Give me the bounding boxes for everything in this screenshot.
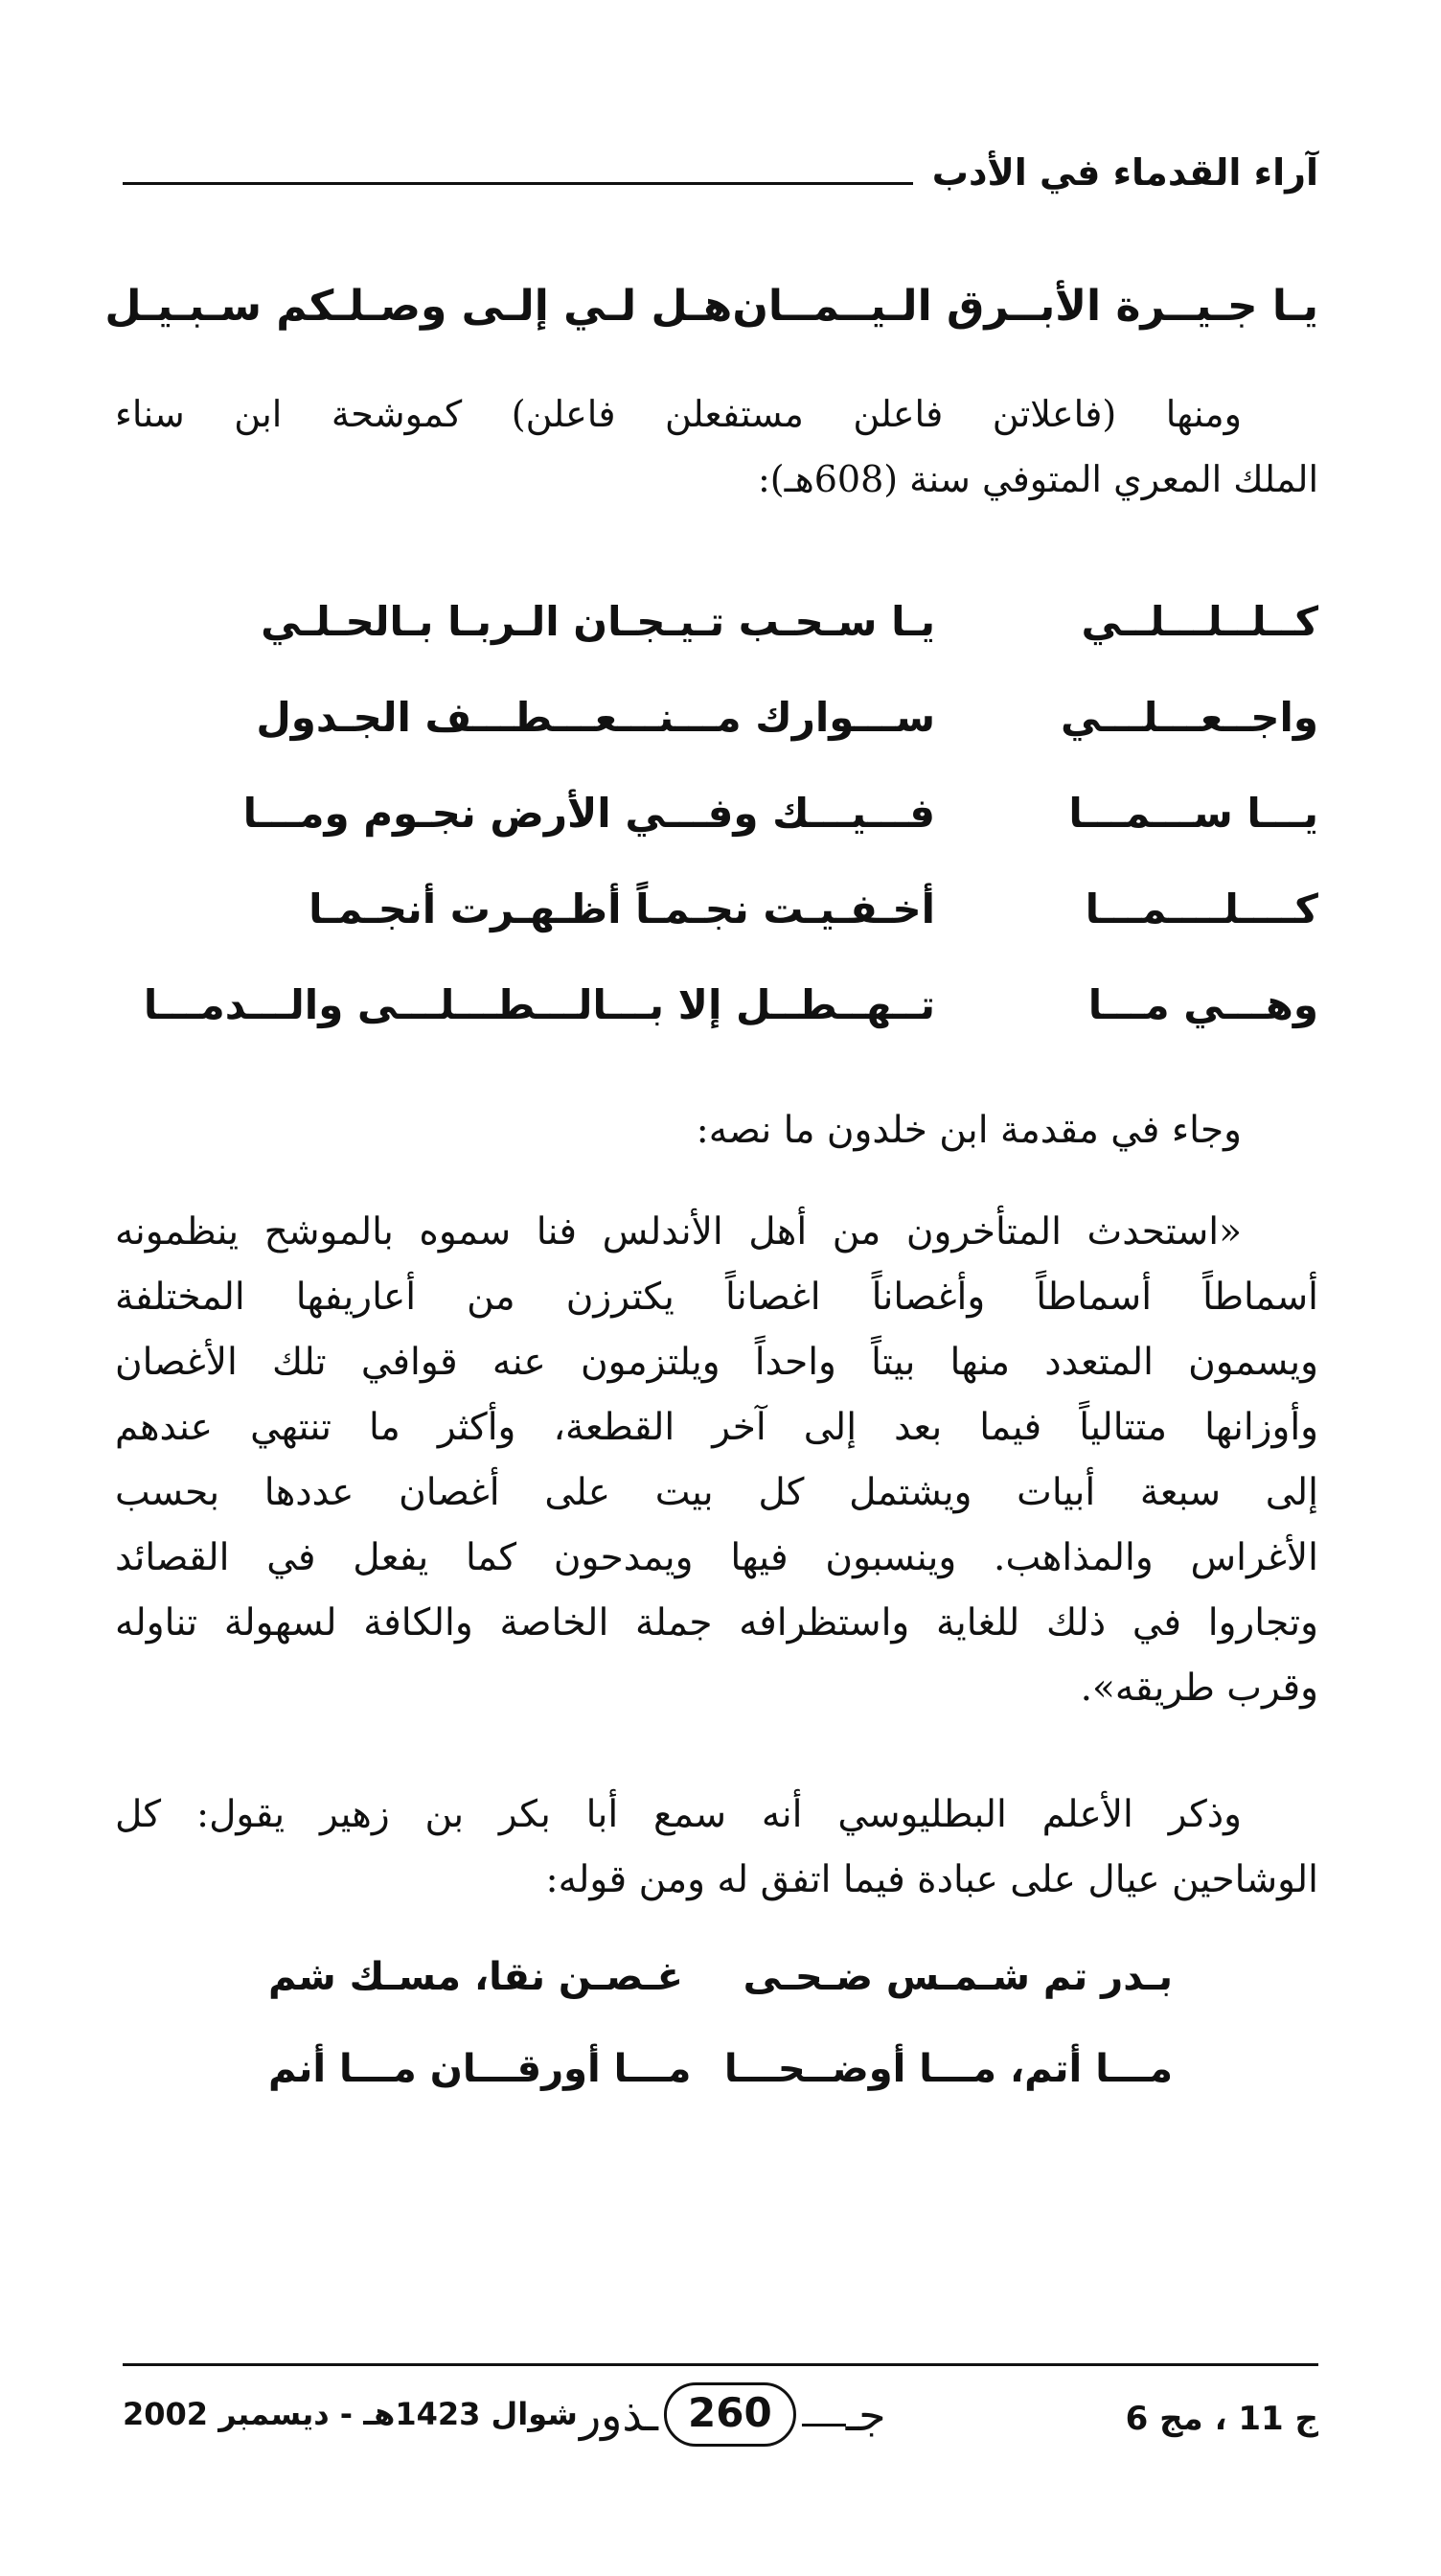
header-rule xyxy=(123,182,913,185)
footer-rule xyxy=(123,2363,1318,2366)
closing-verse-line xyxy=(268,2047,1173,2091)
text-line: الأغراس والمذاهب. وينسبون فيها ويمدحون كما يفعل في القصائد xyxy=(115,1536,1318,1579)
verse-right-hemistich: بـدر تم شـمـس ضـحـى xyxy=(743,1955,1173,1999)
text-line: الوشاحين عيال على عبادة فيما اتفق له ومن قوله: xyxy=(545,1858,1318,1901)
muwashshah-short-part: واجــعـــلـــي xyxy=(1061,693,1318,741)
muwashshah-long-part: يـا سـحـب تـيـجـان الـربـا بـالحـلـي xyxy=(261,597,935,645)
muwashshah-short-part: كــلــلـــلــي xyxy=(1081,597,1318,645)
verse-left-hemistich: غـصـن نقا، مسـك شم xyxy=(268,1955,683,1999)
journal-name-suffix: ـذور xyxy=(579,2388,659,2441)
text-line: وذكر الأعلم البطليوسي أنه سمع أبا بكر بن زهير يقول: كل xyxy=(115,1793,1242,1836)
muwashshah-short-part: وهـــي مـــا xyxy=(1087,980,1318,1028)
text-line: وأوزانها متتالياً فيما بعد إلى آخر القطعة، وأكثر ما تنتهي عندهم xyxy=(115,1406,1318,1449)
journal-page-mark xyxy=(580,2382,886,2447)
text-line: وتجاروا في ذلك للغاية واستظرافه جملة الخاصة والكافة لسهولة تناوله xyxy=(115,1601,1318,1644)
closing-verse-line xyxy=(268,1955,1173,1999)
muwashshah-long-part: تــهــطــل إلا بـــالـــطـــلـــى والـــدمـــا xyxy=(143,980,935,1028)
muwashshah-long-part: ســـوارك مـــنـــعـــطـــف الجـدول xyxy=(256,693,935,741)
muwashshah-row xyxy=(123,669,1318,765)
muwashshah-row xyxy=(123,573,1318,669)
text-line: ومنها (فاعلاتن فاعلن مستفعلن فاعلن) كموشحة ابن سناء xyxy=(115,393,1242,435)
block-quote xyxy=(115,1200,1318,1721)
journal-connector xyxy=(802,2424,846,2426)
page-footer xyxy=(123,2382,1318,2469)
running-title: آراء القدماء في الأدب xyxy=(931,151,1318,194)
verse-right-hemistich: يـا جـيــرة الأبــرق الـيــمــان xyxy=(732,282,1318,331)
text-line: أسماطاً أسماطاً وأغصاناً اغصاناً يكترزن من أعاريفها المختلفة xyxy=(115,1276,1318,1319)
muwashshah-row xyxy=(123,956,1318,1052)
issue-volume: ج 11 ، مج 6 xyxy=(1125,2400,1318,2438)
muwashshah-short-part: يـــا ســـمـــا xyxy=(1068,789,1318,837)
muwashshah-long-part: فـــيـــك وفـــي الأرض نجـوم ومـــا xyxy=(242,789,935,837)
page-number: 260 xyxy=(664,2382,796,2447)
journal-name-prefix: جـ xyxy=(845,2388,886,2441)
muwashshah-block xyxy=(123,573,1318,1052)
text-line: وجاء في مقدمة ابن خلدون ما نصه: xyxy=(696,1109,1242,1152)
text-line: إلى سبعة أبيات ويشتمل كل بيت على أغصان عددها بحسب xyxy=(115,1471,1318,1514)
paragraph-batalyawsi xyxy=(115,1782,1318,1913)
verse-right-hemistich: مـــا أتم، مـــا أوضــحـــا xyxy=(723,2047,1173,2091)
text-line: وقرب طريقه». xyxy=(1080,1667,1318,1710)
text-line: «استحدث المتأخرون من أهل الأندلس فنا سموه بالموشح ينظمونه xyxy=(115,1210,1242,1254)
paragraph-meter xyxy=(115,381,1318,512)
running-header xyxy=(123,144,1318,201)
paragraph-intro-quote xyxy=(115,1098,1318,1163)
muwashshah-row xyxy=(123,861,1318,956)
muwashshah-row xyxy=(123,765,1318,861)
muwashshah-long-part: أخـفـيـت نجـمـاً أظـهـرت أنجـمـا xyxy=(309,885,935,932)
verse-line xyxy=(104,282,1318,331)
muwashshah-short-part: كــــلــــمـــا xyxy=(1085,885,1318,932)
issue-date: شوال 1423هـ - ديسمبر 2002 xyxy=(123,2396,578,2432)
text-line: الملك المعري المتوفي سنة (608هـ): xyxy=(757,458,1318,500)
verse-left-hemistich: مـــا أورقـــان مـــا أنم xyxy=(268,2047,692,2091)
text-line: ويسمون المتعدد منها بيتاً واحداً ويلتزمون عنه قوافي تلك الأغصان xyxy=(115,1341,1318,1384)
verse-left-hemistich: هـل لـي إلـى وصـلـكم سـبـيـل xyxy=(104,282,733,331)
